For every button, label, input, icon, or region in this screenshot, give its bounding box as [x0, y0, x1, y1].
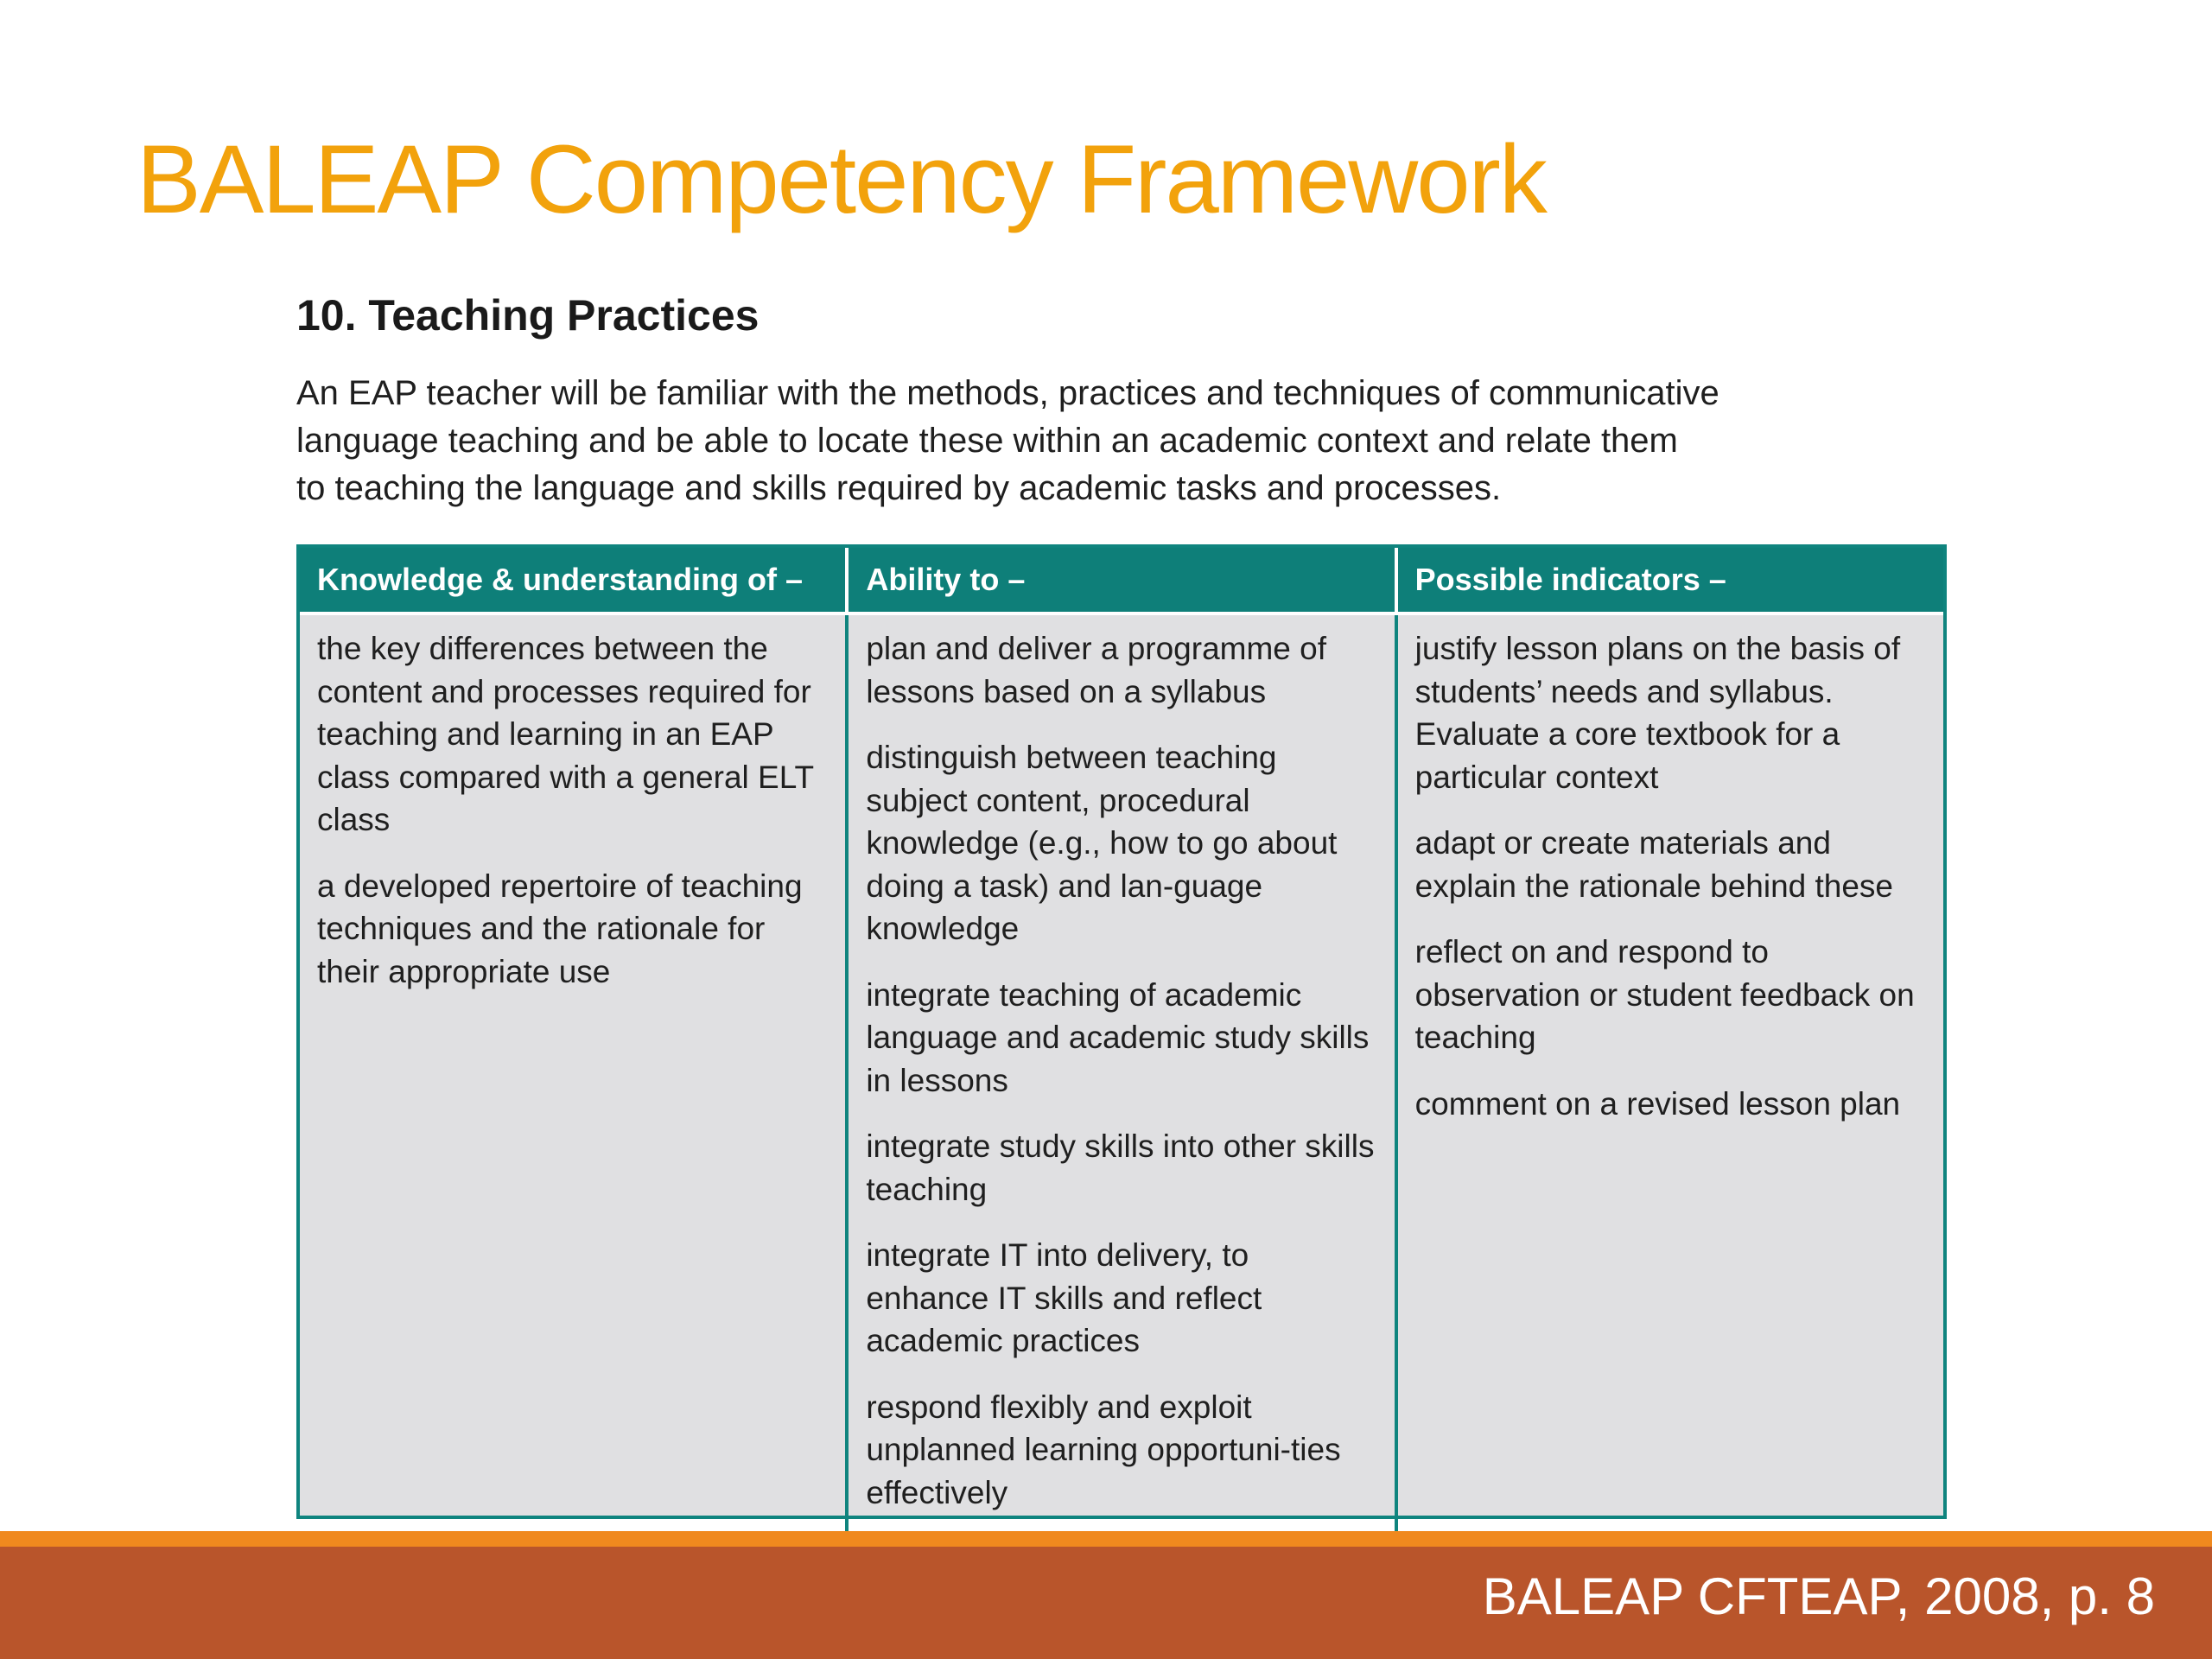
column-knowledge — [300, 615, 845, 1537]
table-cell-item: distinguish between teaching subject content, procedural knowledge (e.g., how to go about doing a task) and lan-guage knowledge — [866, 740, 1338, 946]
table-body-row — [300, 612, 1943, 1537]
intro-line: language teaching and be able to locate these within an academic context and relate them — [296, 422, 1678, 460]
table-cell-item: comment on a revised lesson plan — [1414, 1085, 1901, 1122]
table-cell-item: integrate teaching of academic language and academic study skills in lessons — [866, 976, 1370, 1098]
intro-line: to teaching the language and skills required by academic tasks and processes. — [296, 469, 1502, 507]
intro-line: An EAP teacher will be familiar with the methods, practices and techniques of communicative — [296, 374, 1719, 412]
slide-title: BALEAP Competency Framework — [137, 125, 1546, 233]
table-cell-item: justify lesson plans on the basis of students’ needs and syllabus. Evaluate a core textbook for a particular context — [1414, 631, 1901, 795]
table-cell-item: the key differences between the content and processes required for teaching and learning in an EAP class compared with a general ELT class — [317, 631, 814, 837]
intro-paragraph — [296, 370, 1947, 512]
table-cell-item: respond flexibly and exploit unplanned learning opportuni-ties effectively — [866, 1389, 1341, 1510]
document-excerpt — [296, 285, 1947, 512]
table-cell-item: plan and deliver a programme of lessons based on a syllabus — [866, 631, 1327, 709]
section-heading: 10. Teaching Practices — [296, 291, 760, 340]
table-cell-item: a developed repertoire of teaching techniques and the rationale for their appropriate use — [317, 868, 803, 989]
table-header-row — [300, 548, 1943, 612]
column-indicators — [1395, 615, 1943, 1537]
table-cell-item: integrate study skills into other skills teaching — [866, 1128, 1375, 1207]
table-cell-item: reflect on and respond to observation or student feedback on teaching — [1414, 934, 1915, 1055]
table-cell-item: integrate IT into delivery, to enhance IT skills and reflect academic practices — [866, 1237, 1262, 1358]
header-knowledge: Knowledge & understanding of – — [317, 562, 804, 597]
table-cell-item: adapt or create materials and explain the rationale behind these — [1414, 825, 1894, 904]
column-ability — [845, 615, 1394, 1537]
header-indicators: Possible indicators – — [1395, 548, 1943, 612]
source-citation: BALEAP CFTEAP, 2008, p. 8 — [1482, 1567, 2155, 1625]
competency-table — [296, 544, 1947, 1519]
footer-accent-line — [0, 1531, 2212, 1547]
header-ability: Ability to – — [845, 548, 1394, 612]
